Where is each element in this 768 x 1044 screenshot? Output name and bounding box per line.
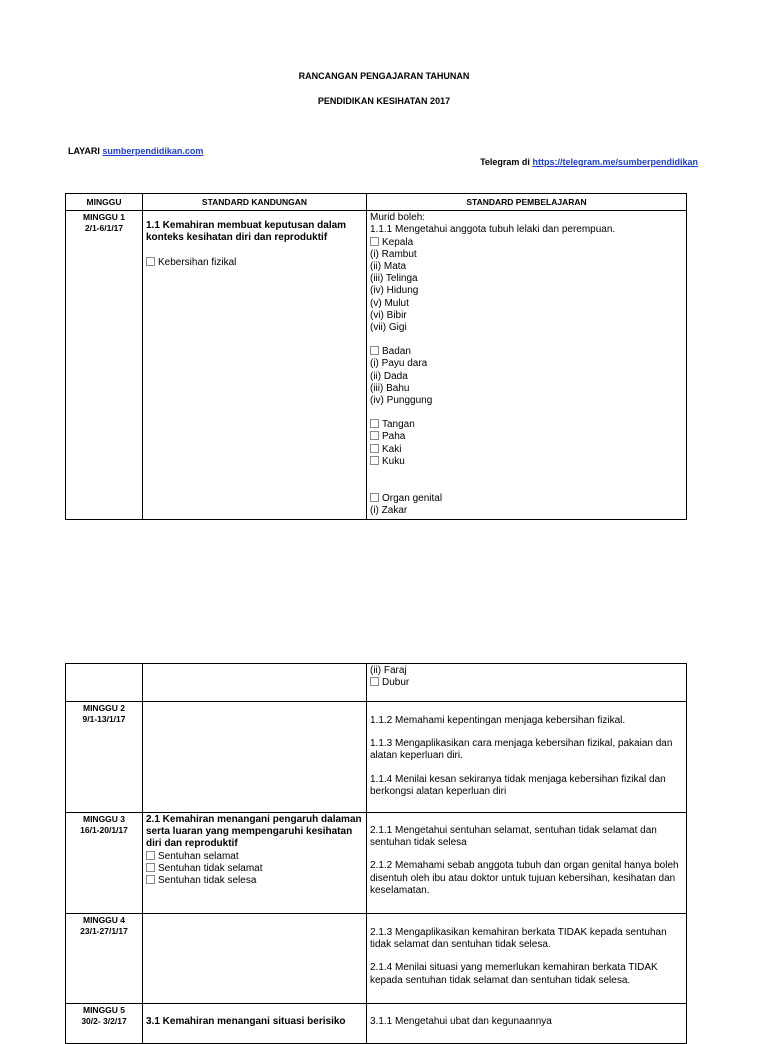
week-cell — [66, 702, 143, 813]
sp-text: 2.1.2 Memahami sebab anggota tubuh dan organ genital hanya boleh disentuh oleh ibu atau doktor untuk tujuan kebersihan, kesihatan dan keselamatan. — [370, 860, 679, 896]
checkbox-icon — [370, 493, 379, 502]
sp-subitem: (iii) Telinga — [370, 273, 418, 285]
standard-kandungan-cell — [143, 914, 367, 1004]
week-cell — [66, 664, 143, 702]
sp-item: Kaki — [382, 443, 402, 455]
week-dates: 23/1-27/1/17 — [80, 926, 128, 936]
checkbox-icon — [146, 257, 155, 266]
sp-item: Kepala — [382, 236, 414, 248]
table-row-minggu-4 — [66, 914, 687, 1004]
checkbox-icon — [370, 456, 379, 465]
standard-kandungan-cell — [143, 813, 367, 914]
sp-item: Dubur — [382, 677, 410, 689]
sk-title: 1.1 Kemahiran membuat keputusan dalam konteks kesihatan diri dan reproduktif — [146, 220, 347, 244]
table-row-minggu-2 — [66, 702, 687, 813]
checkbox-icon — [370, 237, 379, 246]
sp-subitem: (iv) Hidung — [370, 285, 419, 297]
sp-text: 2.1.4 Menilai situasi yang memerlukan kemahiran berkata TIDAK kepada sentuhan tidak selamat dan sentuhan tidak selesa. — [370, 962, 658, 986]
sp-text: 1.1.4 Menilai kesan sekiranya tidak menjaga kebersihan fizikal dan berkongsi alatan keperluan diri — [370, 773, 666, 797]
checkbox-icon — [146, 863, 155, 872]
document-title: RANCANGAN PENGAJARAN TAHUNAN — [298, 71, 470, 81]
sk-item: Sentuhan selamat — [158, 850, 239, 862]
week-dates: 9/1-13/1/17 — [82, 714, 126, 724]
week-cell — [66, 914, 143, 1004]
standard-pembelajaran-cell — [367, 702, 687, 813]
document-subtitle: PENDIDIKAN KESIHATAN 2017 — [317, 96, 451, 106]
telegram-line — [480, 157, 698, 167]
sp-subitem: (iv) Punggung — [370, 395, 433, 407]
sk-item: Sentuhan tidak selamat — [158, 862, 263, 874]
table-row-minggu-1 — [66, 211, 687, 520]
week-label: MINGGU 2 — [82, 703, 126, 713]
sp-text: 1.1.2 Memahami kepentingan menjaga kebersihan fizikal. — [370, 715, 626, 726]
sp-item: Paha — [382, 431, 406, 443]
week-dates: 16/1-20/1/17 — [80, 825, 128, 835]
sp-subitem: (i) Rambut — [370, 248, 417, 260]
column-header-standard-pembelajaran: STANDARD PEMBELAJARAN — [367, 194, 687, 211]
table-row-minggu-3 — [66, 813, 687, 914]
standard-pembelajaran-cell — [367, 914, 687, 1004]
checkbox-icon — [370, 677, 379, 686]
sp-text: 2.1.3 Mengaplikasikan kemahiran berkata TIDAK kepada sentuhan tidak selamat dan sentuhan tidak selesa. — [370, 927, 667, 951]
sp-subitem: (vii) Gigi — [370, 322, 407, 334]
week-label: MINGGU 1 — [82, 212, 126, 223]
checkbox-icon — [370, 419, 379, 428]
layari-label: LAYARI — [68, 146, 100, 156]
checkbox-icon — [146, 875, 155, 884]
sp-subitem: (iii) Bahu — [370, 382, 410, 394]
checkbox-icon — [370, 444, 379, 453]
sk-item: Kebersihan fizikal — [158, 256, 237, 268]
sp-subitem: (vi) Bibir — [370, 309, 407, 321]
checkbox-icon — [370, 346, 379, 355]
week-cell — [66, 813, 143, 914]
sk-title: 3.1 Kemahiran menangani situasi berisiko — [146, 1016, 346, 1027]
week-label: MINGGU 5 — [82, 1005, 126, 1015]
sp-text: 1.1.3 Mengaplikasikan cara menjaga kebersihan fizikal, pakaian dan alatan keperluan diri. — [370, 738, 673, 762]
layari-line — [68, 146, 203, 156]
week-label: MINGGU 4 — [82, 915, 126, 925]
column-header-standard-kandungan: STANDARD KANDUNGAN — [143, 194, 367, 211]
table-row-continuation — [66, 664, 687, 702]
sp-text: 1.1.1 Mengetahui anggota tubuh lelaki dan perempuan. — [370, 224, 616, 236]
standard-pembelajaran-cell — [367, 813, 687, 914]
rpt-table-page1 — [65, 193, 687, 520]
column-header-minggu: MINGGU — [66, 194, 143, 211]
sk-title: 2.1 Kemahiran menangani pengaruh dalaman serta luaran yang mempengaruhi kesihatan diri dan reproduktif — [146, 814, 362, 850]
standard-pembelajaran-cell — [367, 664, 687, 702]
sp-text: 2.1.1 Mengetahui sentuhan selamat, sentuhan tidak selamat dan sentuhan tidak selesa — [370, 825, 657, 849]
standard-pembelajaran-cell — [367, 211, 687, 520]
rpt-table-page2 — [65, 663, 687, 1044]
sp-text: 3.1.1 Mengetahui ubat dan kegunaannya — [370, 1016, 552, 1027]
sp-item: Badan — [382, 346, 411, 358]
week-cell — [66, 211, 143, 520]
sp-item: Kuku — [382, 455, 405, 467]
sp-intro: Murid boleh: — [370, 212, 426, 224]
sp-item: Tangan — [382, 419, 415, 431]
telegram-link[interactable]: https://telegram.me/sumberpendidikan — [532, 157, 698, 167]
sp-subitem: (i) Zakar — [370, 505, 408, 517]
week-dates: 2/1-6/1/17 — [84, 223, 124, 234]
telegram-label: Telegram di — [480, 157, 530, 167]
sp-subitem: (i) Payu dara — [370, 358, 428, 370]
table-header-row — [66, 194, 687, 211]
checkbox-icon — [370, 431, 379, 440]
checkbox-icon — [146, 851, 155, 860]
sp-subitem: (ii) Mata — [370, 261, 407, 273]
sp-subitem: (ii) Faraj — [370, 665, 407, 676]
week-label: MINGGU 3 — [82, 814, 126, 824]
sp-item: Organ genital — [382, 493, 443, 505]
standard-kandungan-cell — [143, 702, 367, 813]
sumberpendidikan-link[interactable]: sumberpendidikan.com — [102, 146, 204, 156]
sp-subitem: (v) Mulut — [370, 297, 409, 309]
standard-kandungan-cell — [143, 211, 367, 520]
standard-kandungan-cell — [143, 664, 367, 702]
sp-subitem: (ii) Dada — [370, 370, 408, 382]
week-dates: 30/2- 3/2/17 — [81, 1016, 127, 1026]
sk-item: Sentuhan tidak selesa — [158, 875, 257, 887]
